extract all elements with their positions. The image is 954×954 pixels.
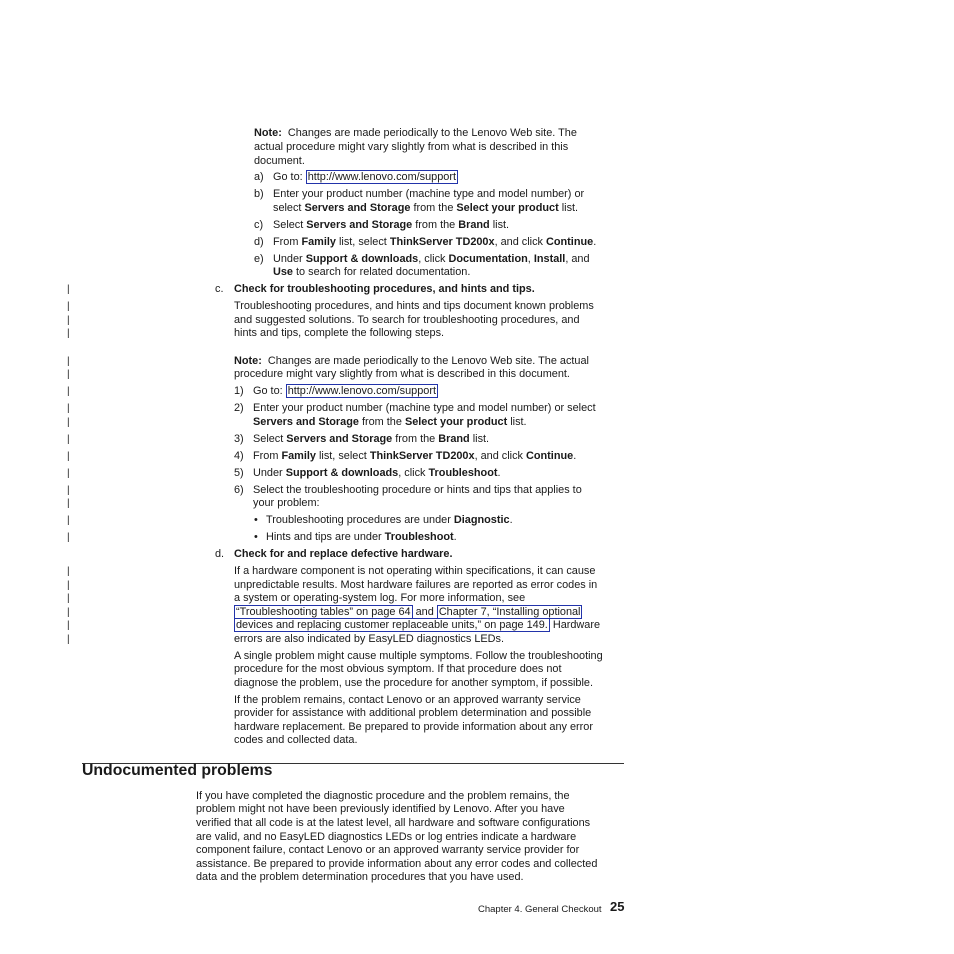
num-step-1-marker: 1) [234,385,244,397]
bullet-2-marker: • [254,531,258,543]
step-d-p1-line-1: If a hardware component is not operating within specifications, it can cause [234,565,596,577]
bold-term: Servers and Storage [306,219,413,231]
bold-term: ThinkServer TD200x [389,236,495,248]
lenovo-support-link[interactable]: http://www.lenovo.com/support [287,385,437,397]
step-d-p1-line-3: a system or operating-system log. For more information, see [234,592,526,604]
text: . [573,450,577,462]
note-text: Changes are made periodically to the Lenovo Web site. The actual [267,355,589,367]
step-d-p2-line-2: procedure for the most obvious symptom. If that procedure does not [234,663,562,675]
bullet-1 [266,514,513,528]
text: from the [358,416,405,428]
section-para-line-2: problem might not have been previously identified by Lenovo. After you have [196,803,565,815]
change-bar: | [67,485,70,496]
change-bar: | [67,580,70,591]
text: Under [253,467,286,479]
text: . [497,467,501,479]
step-d-p2-line-1: A single problem might cause multiple symptoms. Follow the troubleshooting [234,650,603,662]
section-para-line-5: component failure, contact Lenovo or an approved warranty service provider for [196,844,580,856]
text: list. [507,416,527,428]
text: Hints and tips are under [266,531,385,543]
step-d-p3-line-1: If the problem remains, contact Lenovo or an approved warranty service [234,694,581,706]
step-d-p1-line-5 [234,619,600,633]
text: Hardware [549,619,601,631]
text: from the [412,219,459,231]
text: , and click [474,450,527,462]
sub-step-e-line-1 [273,253,590,267]
note-label: Note: [234,355,262,367]
text: , click [398,467,429,479]
text: from the [410,202,457,214]
note-1-line-2: actual procedure might vary slightly from what is described in this [254,141,569,153]
bold-term: Use [273,266,293,278]
bold-term: Family [281,450,316,462]
step-d-p1-line-6: errors are also indicated by EasyLED diagnostics LEDs. [234,633,504,645]
sub-step-a-text: Go to: [273,171,306,183]
change-bar: | [67,515,70,526]
step-d-p3-line-3: hardware replacement. Be prepared to provide information about any error [234,721,593,733]
sub-step-a-marker: a) [254,171,264,183]
bullet-2 [266,531,457,545]
change-bar: | [67,417,70,428]
sub-step-c [273,219,509,233]
num-step-6-marker: 6) [234,484,244,496]
sub-step-a [273,171,458,185]
sub-step-c-marker: c) [254,219,264,231]
change-bar: | [67,434,70,445]
text: From [273,236,302,248]
troubleshooting-tables-link[interactable]: “Troubleshooting tables” on page 64 [236,606,411,618]
num-step-6-line-2: your problem: [253,497,320,509]
text: Under [273,253,306,265]
bold-term: ThinkServer TD200x [369,450,475,462]
note-text: Changes are made periodically to the Lenovo Web site. The [287,127,577,139]
bold-term: Select your product [456,202,559,214]
footer-chapter: Chapter 4. General Checkout [478,904,602,915]
change-bar: | [67,284,70,295]
text: list. [469,433,490,445]
text: Go to: [253,385,286,397]
change-bar: | [67,315,70,326]
note-label: Note: [254,127,282,139]
text: list. [489,219,510,231]
bold-term: Brand [458,219,490,231]
text: , [527,253,534,265]
section-para-line-3: verified that all code is at the latest level, all hardware and software configurations [196,817,591,829]
text: select [273,202,305,214]
change-bar: | [67,403,70,414]
chapter-7-link-continued[interactable]: devices and replacing customer replaceable units,” on page 149. [236,619,548,631]
change-bar: | [67,369,70,380]
num-step-4-marker: 4) [234,450,244,462]
text: . [593,236,597,248]
step-d-marker: d. [215,548,225,560]
step-d-p3-line-2: provider for assistance with additional problem determination and possible [234,707,592,719]
lenovo-support-link[interactable]: http://www.lenovo.com/support [307,171,457,183]
step-c-marker: c. [215,283,224,295]
change-bar: | [67,634,70,645]
text: From [253,450,282,462]
section-para-line-7: data and the problem determination procedures that you have used. [196,871,524,883]
bold-term: Servers and Storage [253,416,359,428]
text: . [509,514,513,526]
change-bar: | [67,451,70,462]
change-bar: | [67,468,70,479]
section-heading: Undocumented problems [82,762,273,779]
num-step-3 [253,433,489,447]
change-bar: | [67,498,70,509]
text: and [412,606,437,618]
bold-term: Servers and Storage [304,202,411,214]
change-bar: | [67,328,70,339]
text: , and click [494,236,547,248]
section-para-line-4: are valid, and no EasyLED diagnostics LEDs or log entries indicate a hardware [196,831,577,843]
change-bar: | [67,620,70,631]
bold-term: Troubleshoot [384,531,454,543]
text: list. [558,202,579,214]
step-c-para-line-2: and suggested solutions. To search for troubleshooting procedures, and [234,314,580,326]
bold-term: Support & downloads [305,253,419,265]
text: . [453,531,457,543]
page-number: 25 [610,899,625,914]
section-para-line-1: If you have completed the diagnostic procedure and the problem remains, the [196,790,570,802]
bold-term: Brand [438,433,470,445]
sub-step-e-marker: e) [254,253,264,265]
change-bar: | [67,593,70,604]
text: Select [273,219,307,231]
text: Select [253,433,287,445]
bold-term: Diagnostic [453,514,510,526]
step-d-p1-line-2: unpredictable results. Most hardware failures are reported as error codes in [234,579,598,591]
bold-term: Install [533,253,566,265]
note-2-line-2: procedure might vary slightly from what is described in this document. [234,368,570,380]
bold-term: Support & downloads [285,467,399,479]
text: to search for related documentation. [292,266,471,278]
sub-step-d [273,236,596,250]
change-bar: | [67,607,70,618]
step-d-p2-line-3: diagnose the problem, use the procedure for another symptom, if possible. [234,677,593,689]
step-c-title: Check for troubleshooting procedures, and hints and tips. [234,283,535,295]
num-step-1 [253,385,438,399]
text: Troubleshooting procedures are under [266,514,454,526]
chapter-7-link[interactable]: Chapter 7, “Installing optional [438,606,581,618]
note-2-line-1 [234,355,589,369]
change-bar: | [67,566,70,577]
num-step-5 [253,467,501,481]
sub-step-b-marker: b) [254,188,264,200]
bold-term: Continue [546,236,594,248]
num-step-2-marker: 2) [234,402,244,414]
sub-step-b-line-2 [273,202,578,216]
change-bar: | [67,301,70,312]
step-d-title: Check for and replace defective hardware. [234,548,453,560]
num-step-6-line-1: Select the troubleshooting procedure or hints and tips that applies to [253,484,582,496]
num-step-2-line-2 [253,416,527,430]
num-step-3-marker: 3) [234,433,244,445]
num-step-2-line-1: Enter your product number (machine type and model number) or select [253,402,596,414]
note-1-line-1 [254,127,577,141]
step-c-para-line-3: hints and tips, complete the following steps. [234,327,445,339]
num-step-5-marker: 5) [234,467,244,479]
step-d-p3-line-4: codes and collected data. [234,734,358,746]
section-para-line-6: assistance. Be prepared to provide information about any error codes and collected [196,858,598,870]
note-1-line-3: document. [254,155,305,167]
bold-term: Documentation [448,253,528,265]
change-bar: | [67,386,70,397]
bold-term: Servers and Storage [286,433,393,445]
sub-step-e-line-2 [273,266,470,280]
num-step-4 [253,450,576,464]
text: , and [565,253,590,265]
bold-term: Select your product [404,416,508,428]
text: list, select [335,236,390,248]
bullet-1-marker: • [254,514,258,526]
change-bar: | [67,356,70,367]
step-c-para-line-1: Troubleshooting procedures, and hints and tips document known problems [234,300,594,312]
text: from the [392,433,439,445]
text: list, select [315,450,370,462]
bold-term: Troubleshoot [428,467,498,479]
change-bar: | [67,532,70,543]
bold-term: Family [301,236,336,248]
sub-step-b-line-1: Enter your product number (machine type and model number) or [273,188,585,200]
text: , click [418,253,449,265]
sub-step-d-marker: d) [254,236,264,248]
bold-term: Continue [526,450,574,462]
